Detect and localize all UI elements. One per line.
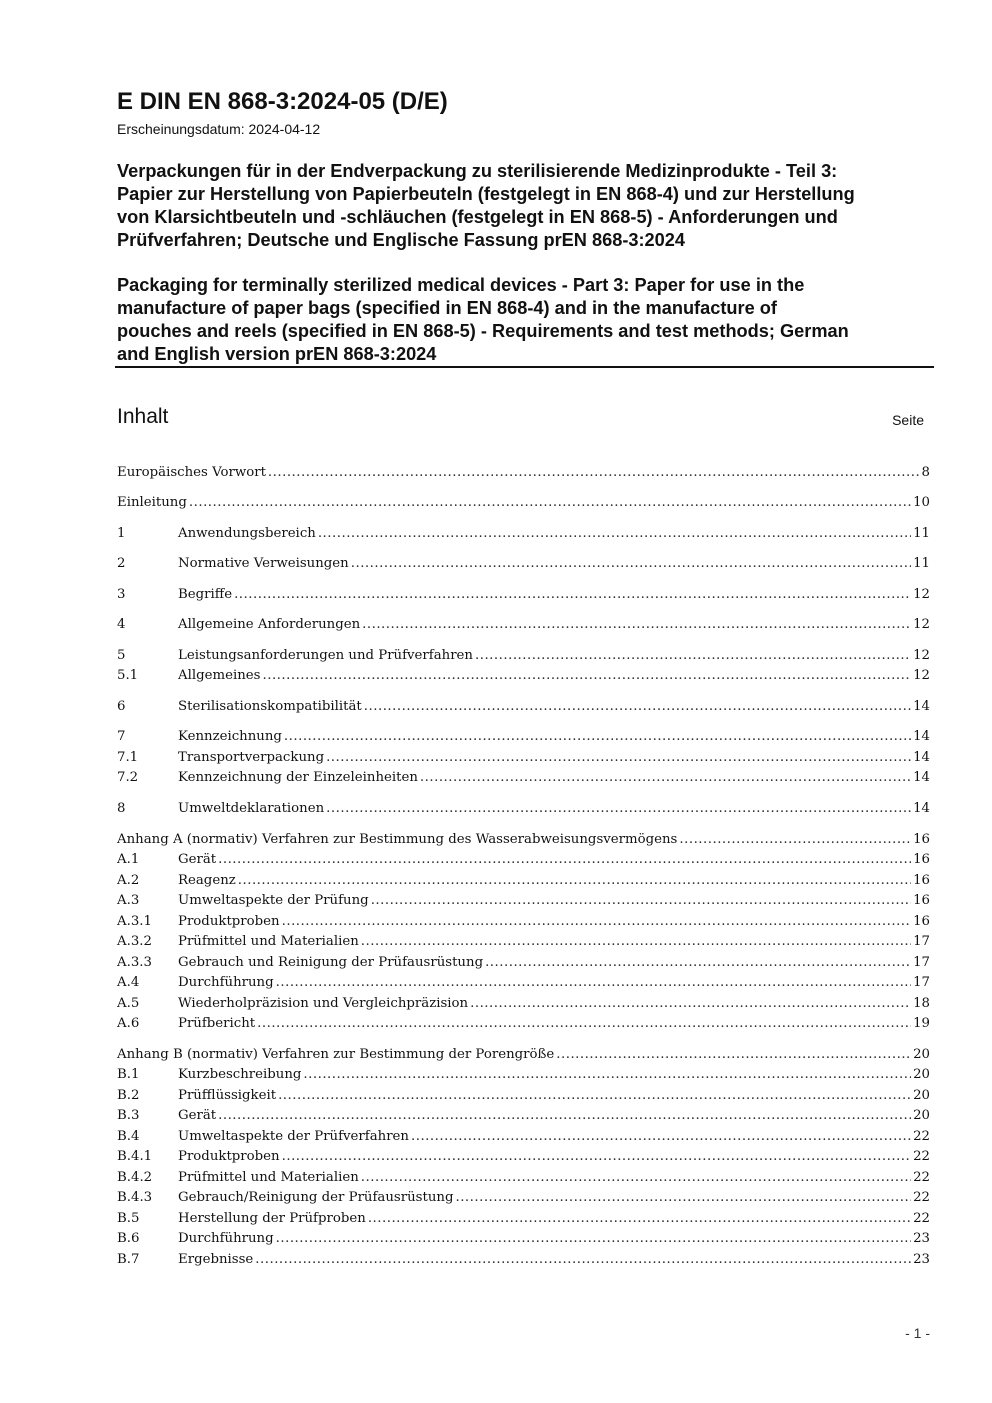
toc-entry-number: A.3 — [117, 893, 140, 908]
toc-entry-page: 20 — [913, 1108, 930, 1123]
toc-entry-number: B.2 — [117, 1088, 140, 1103]
toc-entry-page: 10 — [913, 495, 930, 510]
toc-entry-page: 14 — [913, 729, 930, 744]
toc-entry[interactable] — [117, 1149, 930, 1169]
toc-dot-leader — [326, 801, 911, 816]
toc-entry[interactable] — [117, 1231, 930, 1251]
toc-entry-page: 14 — [913, 801, 930, 816]
toc-entry[interactable] — [117, 1047, 930, 1067]
toc-entry-number: B.1 — [117, 1067, 140, 1082]
toc-entry-title: Wiederholpräzision und Vergleichpräzision — [178, 996, 469, 1011]
toc-dot-leader — [326, 750, 911, 765]
publication-date: Erscheinungsdatum: 2024-04-12 — [117, 121, 321, 137]
toc-entry[interactable] — [117, 556, 930, 576]
toc-entry-page: 22 — [913, 1170, 930, 1185]
toc-dot-leader — [371, 893, 911, 908]
toc-entry-number: 8 — [117, 801, 126, 816]
toc-entry-page: 16 — [913, 852, 930, 867]
toc-heading: Inhalt — [117, 405, 169, 428]
toc-dot-leader — [282, 914, 911, 929]
toc-entry-number: 6 — [117, 699, 126, 714]
toc-entry[interactable] — [117, 699, 930, 719]
toc-dot-leader — [361, 934, 911, 949]
toc-entry-number: 5.1 — [117, 668, 139, 683]
toc-entry-title: Transportverpackung — [178, 750, 325, 765]
toc-entry-title: Kennzeichnung der Einzeleinheiten — [178, 770, 418, 785]
toc-entry[interactable] — [117, 852, 930, 872]
toc-entry[interactable] — [117, 975, 930, 995]
toc-entry-page: 22 — [913, 1211, 930, 1226]
toc-entry-title: Durchführung — [178, 975, 274, 990]
toc-entry-title: Gerät — [178, 1108, 217, 1123]
toc-entry-page: 12 — [913, 587, 930, 602]
toc-entry-number: B.4.1 — [117, 1149, 153, 1164]
toc-dot-leader — [470, 996, 911, 1011]
toc-entry-number: 4 — [117, 617, 126, 632]
toc-entry[interactable] — [117, 668, 930, 688]
toc-entry-number: B.4 — [117, 1129, 140, 1144]
toc-entry-number: A.5 — [117, 996, 140, 1011]
toc-entry-number: A.1 — [117, 852, 140, 867]
toc-dot-leader — [420, 770, 911, 785]
toc-entry-title: Einleitung — [117, 495, 187, 510]
toc-entry[interactable] — [117, 495, 930, 515]
toc-entry-number: A.3.3 — [117, 955, 152, 970]
toc-entry[interactable] — [117, 934, 930, 954]
toc-entry-page: 20 — [913, 1067, 930, 1082]
toc-entry-number: 7.1 — [117, 750, 139, 765]
toc-entry[interactable] — [117, 617, 930, 637]
toc-dot-leader — [262, 668, 911, 683]
toc-entry-number: 3 — [117, 587, 126, 602]
toc-dot-leader — [475, 648, 911, 663]
toc-dot-leader — [276, 975, 911, 990]
title-english-line: pouches and reels (specified in EN 868-5) - Requirements and test methods; German — [117, 321, 849, 341]
toc-entry-title: Ergebnisse — [178, 1252, 254, 1267]
toc-entry-page: 23 — [913, 1231, 930, 1246]
toc-entry-page: 12 — [913, 648, 930, 663]
toc-entry-number: 2 — [117, 556, 126, 571]
toc-entry-title: Umweltdeklarationen — [178, 801, 325, 816]
toc-entry-page: 14 — [913, 770, 930, 785]
toc-entry-number: B.6 — [117, 1231, 140, 1246]
toc-entry-number: A.2 — [117, 873, 140, 888]
toc-entry-number: B.5 — [117, 1211, 140, 1226]
toc-entry-title: Produktproben — [178, 1149, 280, 1164]
toc-entry[interactable] — [117, 587, 930, 607]
toc-dot-leader — [238, 873, 911, 888]
toc-entry[interactable] — [117, 526, 930, 546]
toc-entry-page: 8 — [921, 465, 930, 480]
toc-dot-leader — [364, 699, 911, 714]
toc-entry-page: 17 — [913, 975, 930, 990]
toc-dot-leader — [282, 1149, 911, 1164]
toc-dot-leader — [234, 587, 911, 602]
toc-entry[interactable] — [117, 1170, 930, 1190]
toc-entry-page: 17 — [913, 955, 930, 970]
toc-entry-number: A.6 — [117, 1016, 140, 1031]
title-english-line: and English version prEN 868-3:2024 — [117, 344, 437, 364]
toc-entry-title: Kurzbeschreibung — [178, 1067, 302, 1082]
toc-dot-leader — [268, 465, 920, 480]
toc-entry-title: Prüfmittel und Materialien — [178, 1170, 359, 1185]
toc-entry[interactable] — [117, 1067, 930, 1087]
toc-entry-title: Anhang B (normativ) Verfahren zur Bestimmung der Porengröße — [117, 1047, 555, 1062]
toc-entry-page: 16 — [913, 893, 930, 908]
toc-entry-title: Prüfbericht — [178, 1016, 256, 1031]
toc-dot-leader — [318, 526, 911, 541]
toc-entry[interactable] — [117, 648, 930, 668]
toc-entry-title: Umweltaspekte der Prüfverfahren — [178, 1129, 409, 1144]
document-id: E DIN EN 868-3:2024-05 (D/E) — [117, 88, 448, 115]
title-german-line: von Klarsichtbeuteln und -schläuchen (festgelegt in EN 868-5) - Anforderungen und — [117, 207, 838, 227]
toc-entry[interactable] — [117, 729, 930, 749]
toc-entry[interactable] — [117, 1088, 930, 1108]
toc-entry-title: Herstellung der Prüfproben — [178, 1211, 366, 1226]
toc-entry-title: Europäisches Vorwort — [117, 465, 266, 480]
toc-entry-number: A.3.1 — [117, 914, 152, 929]
toc-entry[interactable] — [117, 801, 930, 821]
toc-entry-title: Leistungsanforderungen und Prüfverfahren — [178, 648, 473, 663]
toc-dot-leader — [485, 955, 911, 970]
toc-entry-page: 11 — [913, 556, 930, 571]
toc-entry-page: 14 — [913, 699, 930, 714]
toc-entry-title: Allgemeines — [178, 668, 261, 683]
toc-dot-leader — [368, 1211, 911, 1226]
title-german-line: Papier zur Herstellung von Papierbeuteln (festgelegt in EN 868-4) und zur Herstellung — [117, 184, 855, 204]
toc-dot-leader — [276, 1231, 911, 1246]
toc-entry-number: B.7 — [117, 1252, 140, 1267]
toc-entry[interactable] — [117, 955, 930, 975]
toc-dot-leader — [362, 617, 911, 632]
toc-page-column-label: Seite — [892, 412, 924, 428]
page-number: - 1 - — [905, 1325, 930, 1341]
toc-entry-title: Durchführung — [178, 1231, 274, 1246]
toc-entry-number: B.3 — [117, 1108, 140, 1123]
title-german-line: Prüfverfahren; Deutsche und Englische Fassung prEN 868-3:2024 — [117, 230, 686, 250]
toc-entry-title: Produktproben — [178, 914, 280, 929]
toc-entry-page: 23 — [913, 1252, 930, 1267]
toc-entry-number: A.3.2 — [117, 934, 152, 949]
toc-entry[interactable] — [117, 1016, 930, 1036]
toc-entry[interactable] — [117, 996, 930, 1016]
toc-entry-page: 16 — [913, 873, 930, 888]
toc-entry-page: 22 — [913, 1149, 930, 1164]
toc-entry-title: Reagenz — [178, 873, 236, 888]
toc-dot-leader — [455, 1190, 911, 1205]
toc-entry-number: 1 — [117, 526, 126, 541]
toc-entry-number: 7 — [117, 729, 126, 744]
toc-entry[interactable] — [117, 832, 930, 852]
toc-entry-number: A.4 — [117, 975, 140, 990]
toc-entry[interactable] — [117, 914, 930, 934]
toc-entry[interactable] — [117, 750, 930, 770]
toc-entry-title: Begriffe — [178, 587, 233, 602]
toc-entry-title: Prüfflüssigkeit — [178, 1088, 277, 1103]
toc-dot-leader — [284, 729, 911, 744]
title-english-line: Packaging for terminally sterilized medical devices - Part 3: Paper for use in the — [117, 275, 805, 295]
toc-entry-number: B.4.2 — [117, 1170, 153, 1185]
toc-entry-page: 22 — [913, 1129, 930, 1144]
toc-dot-leader — [303, 1067, 911, 1082]
toc-entry-title: Prüfmittel und Materialien — [178, 934, 359, 949]
toc-dot-leader — [679, 832, 911, 847]
toc-entry[interactable] — [117, 893, 930, 913]
toc-entry-page: 14 — [913, 750, 930, 765]
toc-entry-page: 17 — [913, 934, 930, 949]
toc-dot-leader — [556, 1047, 911, 1062]
toc-entry-number: 7.2 — [117, 770, 139, 785]
toc-entry-title: Normative Verweisungen — [178, 556, 349, 571]
toc-entry-title: Gebrauch/Reinigung der Prüfausrüstung — [178, 1190, 454, 1205]
toc-entry[interactable] — [117, 1108, 930, 1128]
toc-entry-title: Allgemeine Anforderungen — [178, 617, 361, 632]
toc-entry-page: 20 — [913, 1088, 930, 1103]
toc-entry-title: Anhang A (normativ) Verfahren zur Bestimmung des Wasserabweisungsvermögens — [117, 832, 678, 847]
toc-entry-page: 16 — [913, 914, 930, 929]
toc-dot-leader — [351, 556, 911, 571]
toc-entry-page: 12 — [913, 617, 930, 632]
toc-entry-title: Anwendungsbereich — [178, 526, 316, 541]
toc-entry-number: B.4.3 — [117, 1190, 153, 1205]
toc-entry-page: 19 — [913, 1016, 930, 1031]
toc-entry-title: Gerät — [178, 852, 217, 867]
toc-entry-number: 5 — [117, 648, 126, 663]
toc-entry-title: Kennzeichnung — [178, 729, 282, 744]
toc-entry-page: 20 — [913, 1047, 930, 1062]
toc-dot-leader — [255, 1252, 911, 1267]
toc-entry[interactable] — [117, 770, 930, 790]
title-english-line: manufacture of paper bags (specified in EN 868-4) and in the manufacture of — [117, 298, 777, 318]
toc-entry-title: Gebrauch und Reinigung der Prüfausrüstung — [178, 955, 484, 970]
toc-entry[interactable] — [117, 465, 930, 485]
toc-entry-title: Sterilisationskompatibilität — [178, 699, 362, 714]
toc-entry[interactable] — [117, 873, 930, 893]
toc-entry[interactable] — [117, 1252, 930, 1272]
toc-entry-page: 18 — [913, 996, 930, 1011]
toc-entry-title: Umweltaspekte der Prüfung — [178, 893, 369, 908]
toc-entry-page: 12 — [913, 668, 930, 683]
toc-dot-leader — [278, 1088, 911, 1103]
toc-entry-page: 16 — [913, 832, 930, 847]
toc-dot-leader — [218, 1108, 911, 1123]
title-german-line: Verpackungen für in der Endverpackung zu sterilisierende Medizinprodukte - Teil 3: — [117, 161, 838, 181]
toc-dot-leader — [411, 1129, 911, 1144]
toc-entry[interactable] — [117, 1190, 930, 1210]
toc-entry-page: 11 — [913, 526, 930, 541]
toc-entry[interactable] — [117, 1129, 930, 1149]
toc-entry[interactable] — [117, 1211, 930, 1231]
toc-dot-leader — [189, 495, 911, 510]
toc-dot-leader — [257, 1016, 911, 1031]
toc-dot-leader — [361, 1170, 911, 1185]
toc-entry-page: 22 — [913, 1190, 930, 1205]
toc-dot-leader — [218, 852, 911, 867]
